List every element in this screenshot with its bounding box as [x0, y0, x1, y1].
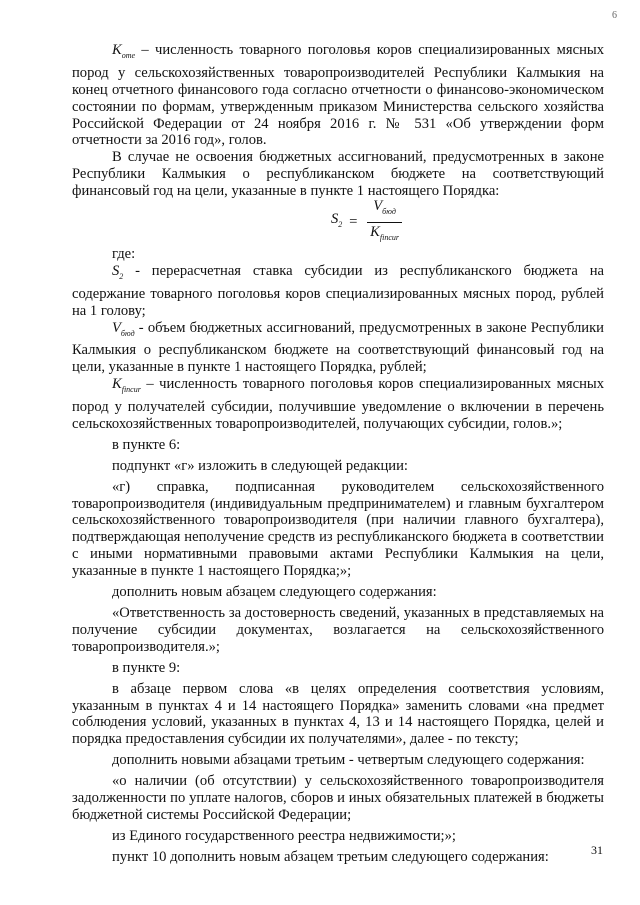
paragraph-item-9: в пункте 9: — [112, 659, 181, 676]
paragraph-g-text: «г) справка, подписанная руководителем сельскохозяйственного товаропроизводителя (индивидуальным предпринимателем) и главным бухгалтером сельскохозяйственного товаропроизводителя (при наличии главного бухгалтера), подтверждающая неполучение средств из республиканского бюджета в соответствии с иными нормативными правовыми актами Республики Калмыкия на цели, указанные в пункте 1 настоящего Порядка;»; — [72, 478, 604, 580]
formula-lhs: $S_2$ — [331, 210, 343, 229]
paragraph-k-ome: $K_{ome}$ – численность товарного поголовья коров специализированных мясных пород у сельскохозяйственных товаропроизводителей Республики Калмыкия на конец отчетного финансового года согласно отчетности о финансово-экономическом состоянии по формам, утвержденным приказом Министерства сельского хозяйства Российской Федерации от 24 ноября 2016 г. № 531 «Об утверждении форм отчетности за 2016 год», голов. — [72, 42, 604, 149]
symbol-s2: $S_2$ — [112, 262, 124, 281]
paragraph-item-9-debt: «о наличии (об отсутствии) у сельскохозяйственного товаропроизводителя задолженности по уплате налогов, сборов и иных обязательных платежей в бюджеты бюджетной системы Российской Федерации; — [72, 773, 604, 823]
paragraph-item-9-registry: из Единого государственного реестра недвижимости;»; — [112, 827, 456, 844]
formula-s2 — [72, 197, 604, 242]
formula-equals: = — [348, 213, 359, 230]
definition-s2: $S_2$ - перерасчетная ставка субсидии из республиканского бюджета на содержание товарного поголовья коров специализированных мясных пород, рублей на 1 голову; — [72, 262, 604, 319]
page-number: 31 — [591, 843, 603, 857]
formula-denominator: $K_{fincur}$ — [370, 223, 399, 242]
paragraph-item-9-first: в абзаце первом слова «в целях определения соответствия условиям, указанным в пунктах 4 и 14 настоящего Порядка» заменить словами «на предмет соблюдения условий, указанных в пунктах 4, 13 и 14 настоящего Порядка, целей и порядка предоставления субсидии их получателями», далее - по тексту; — [72, 680, 604, 748]
symbol-k-fincur: $K_{fincur}$ — [112, 376, 141, 395]
paragraph-unspent-funds: В случае не освоения бюджетных ассигнований, предусмотренных в законе Республики Калмыкия о республиканском бюджете на соответствующий финансовый год на цели, указанные в пункте 1 настоящего Порядка: — [72, 149, 604, 200]
paragraph-item-6: в пункте 6: — [112, 436, 181, 453]
symbol-k-ome: $K_{ome}$ — [112, 42, 136, 60]
paragraph-subitem-g: подпункт «г» изложить в следующей редакции: — [112, 457, 408, 474]
document-body — [72, 42, 604, 866]
symbol-v-bud: $V_{бюд}$ — [112, 319, 135, 338]
formula-numerator: $V_{бюд}$ — [367, 198, 402, 223]
definition-v-bud: $V_{бюд}$ - объем бюджетных ассигнований, предусмотренных в законе Республики Калмыкия о республиканском бюджете на соответствующий финансовый год на цели, указанные в пункте 1 настоящего Порядка, рублей; — [72, 319, 604, 376]
corner-mark: 6 — [612, 10, 617, 21]
definition-k-fincur: $K_{fincur}$ – численность товарного поголовья коров специализированных мясных пород у получателей субсидии, получившие уведомление о включении в перечень сельскохозяйственных товаропроизводителей, получающих субсидии, голов.»; — [72, 376, 604, 432]
paragraph-responsibility: «Ответственность за достоверность сведений, указанных в представляемых на получение субсидии документах, возлагается на сельскохозяйственного товаропроизводителя.»; — [72, 605, 604, 655]
formula-fraction — [364, 198, 405, 247]
paragraph-add-new: дополнить новым абзацем следующего содержания: — [112, 584, 437, 601]
paragraph-item-9-add: дополнить новыми абзацами третьим - четвертым следующего содержания: — [112, 752, 585, 769]
paragraph-item-10: пункт 10 дополнить новым абзацем третьим следующего содержания: — [112, 848, 549, 865]
where-label: где: — [112, 246, 136, 263]
